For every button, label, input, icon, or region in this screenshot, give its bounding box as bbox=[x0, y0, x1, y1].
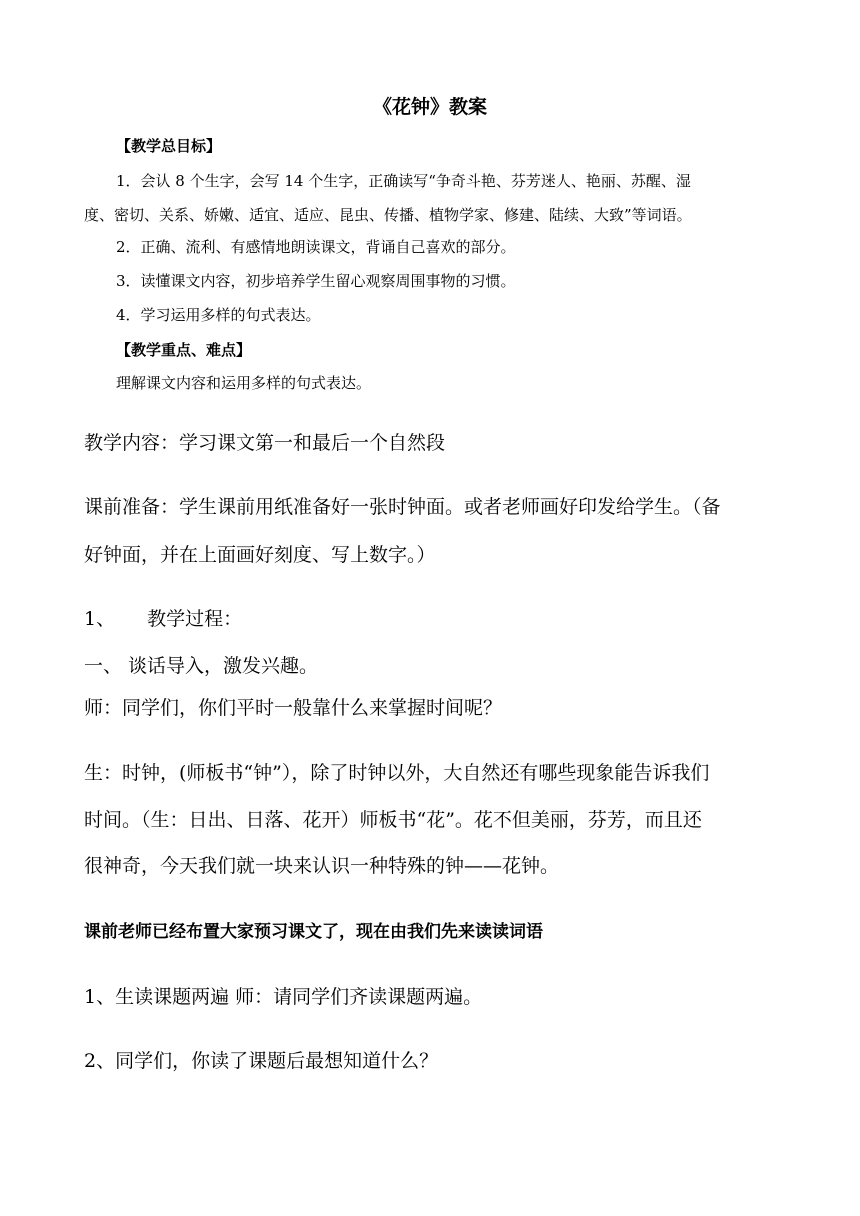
teaching-content: 教学内容：学习课文第一和最后一个自然段 bbox=[84, 432, 446, 454]
process-label: 教学过程： bbox=[147, 608, 243, 630]
preview-note: 课前老师已经布置大家预习课文了，现在由我们先来读读词语 bbox=[84, 922, 543, 942]
focus-heading: 【教学重点、难点】 bbox=[116, 341, 252, 359]
process-number: 1、 bbox=[84, 608, 116, 630]
process-heading bbox=[84, 604, 242, 631]
student-answer-line-1: 生：时钟，(师板书“钟”），除了时钟以外，大自然还有哪些现象能告诉我们 bbox=[84, 762, 710, 784]
document-title: 《花钟》教案 bbox=[372, 96, 487, 118]
goal-item-2: 2．正确、流利、有感情地朗读课文，背诵自己喜欢的部分。 bbox=[116, 238, 516, 256]
goal-item-4: 4．学习运用多样的句式表达。 bbox=[116, 306, 321, 324]
goal-item-1-line-1: 1．会认 8 个生字，会写 14 个生字，正确读写“争奇斗艳、芬芳迷人、艳丽、苏醒、湿 bbox=[116, 172, 691, 190]
preparation-line-2: 好钟面，并在上面画好刻度、写上数字。） bbox=[84, 544, 436, 566]
teacher-question: 师：同学们，你们平时一般靠什么来掌握时间呢？ bbox=[84, 697, 503, 719]
student-answer-line-2: 时间。（生：日出、日落、花开）师板书“花”。花不但美丽，芬芳，而且还 bbox=[84, 809, 702, 831]
step-one: 一、 谈话导入，激发兴趣。 bbox=[84, 655, 319, 677]
goal-item-3: 3．读懂课文内容，初步培养学生留心观察周围事物的习惯。 bbox=[116, 272, 516, 290]
activity-item-1: 1、生读课题两遍 师：请同学们齐读课题两遍。 bbox=[84, 986, 483, 1008]
student-answer-line-3: 很神奇，今天我们就一块来认识一种特殊的钟——花钟。 bbox=[84, 855, 560, 877]
goal-heading: 【教学总目标】 bbox=[116, 137, 222, 155]
activity-item-2: 2、同学们，你读了课题后最想知道什么？ bbox=[84, 1050, 439, 1072]
preparation-line-1: 课前准备：学生课前用纸准备好一张时钟面。或者老师画好印发给学生。（备 bbox=[84, 496, 721, 518]
goal-item-1-line-2: 度、密切、关系、娇嫩、适宜、适应、昆虫、传播、植物学家、修建、陆续、大致”等词语。 bbox=[84, 206, 692, 224]
focus-text: 理解课文内容和运用多样的句式表达。 bbox=[116, 374, 372, 392]
